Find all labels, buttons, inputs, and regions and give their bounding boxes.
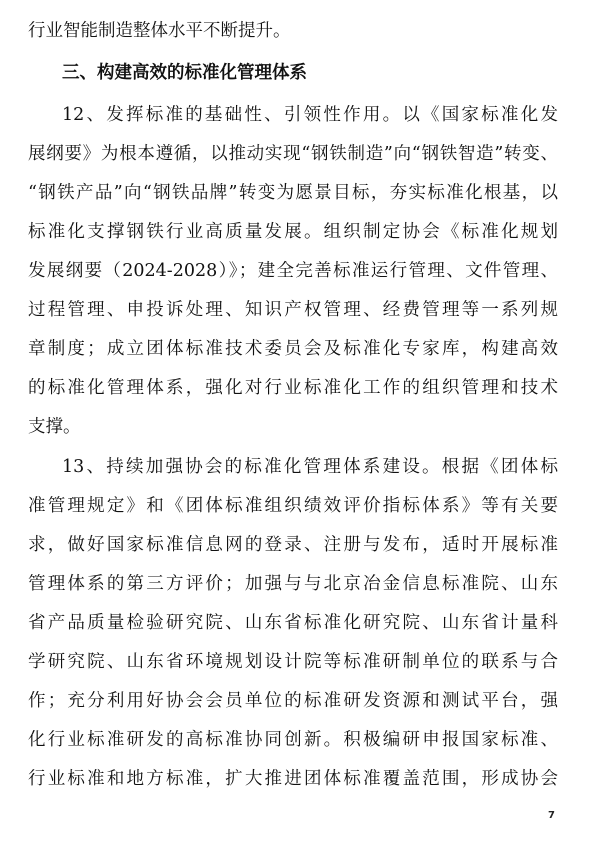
text-line-9: 章制度；成立团体标准技术委员会及标准化专家库，构建高效 bbox=[28, 339, 558, 359]
text-line-17: 学研究院、山东省环境规划设计院等标准研制单位的联系与合 bbox=[28, 652, 558, 672]
text-line-14: 求，做好国家标准信息网的登录、注册与发布，适时开展标准 bbox=[28, 535, 558, 555]
text-line-7: 发展纲要（2024-2028）》；建全完善标准运行管理、文件管理、 bbox=[28, 261, 558, 281]
text-line-15: 管理体系的第三方评价；加强与与北京冶金信息标准院、山东 bbox=[28, 574, 558, 594]
text-line-5: “钢铁产品”向“钢铁品牌”转变为愿景目标，夯实标准化根基，以 bbox=[28, 183, 558, 203]
section-heading: 三、构建高效的标准化管理体系 bbox=[62, 63, 307, 83]
page-number: 7 bbox=[548, 810, 555, 821]
text-line-20: 行业标准和地方标准，扩大推进团体标准覆盖范围，形成协会 bbox=[28, 769, 558, 789]
text-line-13: 准管理规定》和《团体标准组织绩效评价指标体系》等有关要 bbox=[28, 496, 558, 516]
text-line-1: 行业智能制造整体水平不断提升。 bbox=[28, 21, 291, 41]
text-line-3: 12、发挥标准的基础性、引领性作用。以《国家标准化发 bbox=[62, 105, 558, 125]
text-line-10: 的标准化管理体系，强化对行业标准化工作的组织管理和技术 bbox=[28, 378, 558, 398]
text-line-6: 标准化支撑钢铁行业高质量发展。组织制定协会《标准化规划 bbox=[28, 222, 558, 242]
text-line-4: 展纲要》为根本遵循，以推动实现“钢铁制造”向“钢铁智造”转变、 bbox=[28, 144, 558, 164]
text-line-12: 13、持续加强协会的标准化管理体系建设。根据《团体标 bbox=[62, 457, 558, 477]
text-line-19: 化行业标准研发的高标准协同创新。积极编研申报国家标准、 bbox=[28, 730, 558, 750]
text-line-18: 作；充分利用好协会会员单位的标准研发资源和测试平台，强 bbox=[28, 691, 558, 711]
text-line-8: 过程管理、申投诉处理、知识产权管理、经费管理等一系列规 bbox=[28, 300, 558, 320]
text-line-11: 支撑。 bbox=[28, 417, 81, 437]
text-line-16: 省产品质量检验研究院、山东省标准化研究院、山东省计量科 bbox=[28, 613, 558, 633]
